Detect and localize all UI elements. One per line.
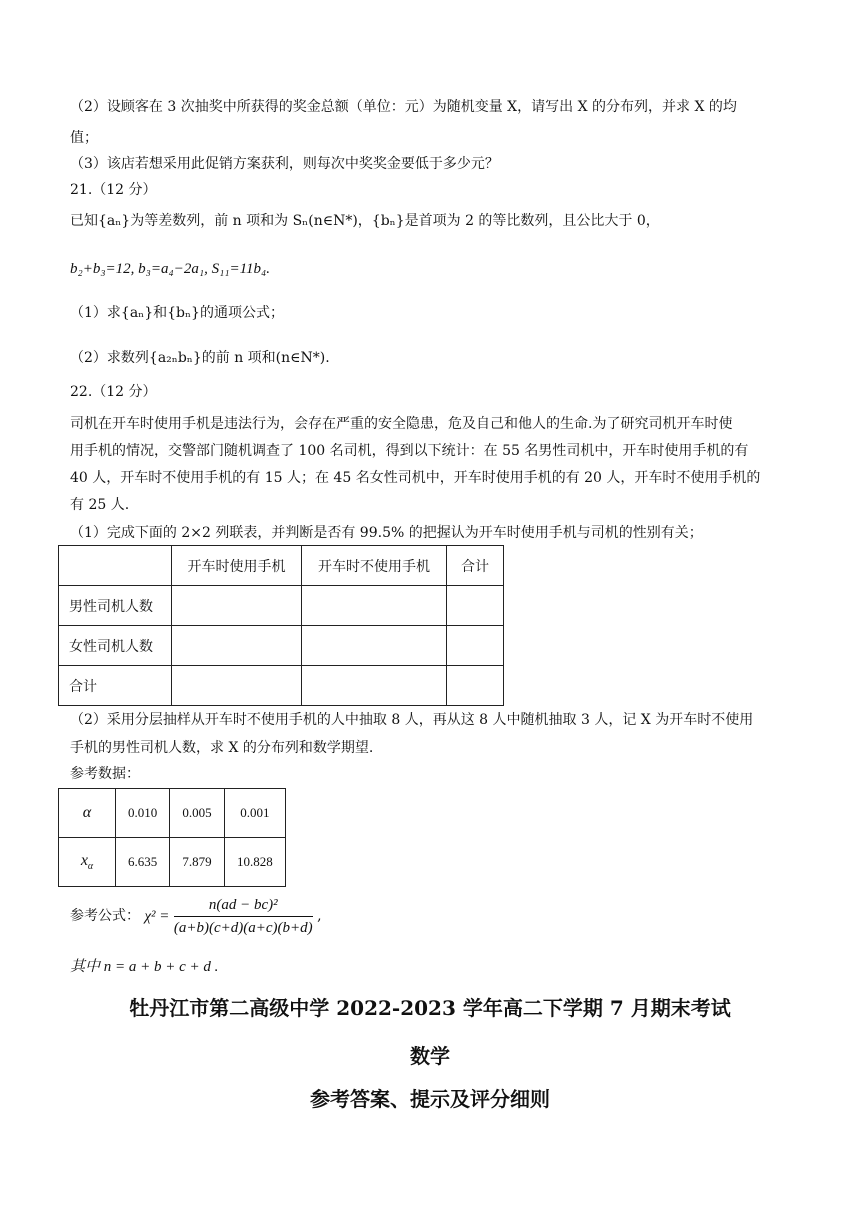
q21-part1: （1）求{aₙ}和{bₙ}的通项公式； (70, 305, 284, 321)
q22-part2-line2: 手机的男性司机人数，求 X 的分布列和数学期望. (70, 740, 374, 756)
q22-stem-line2: 用手机的情况，交警部门随机调查了 100 名司机，得到以下统计：在 55 名男性司机中，开车时使用手机的有 (70, 443, 749, 459)
alpha-label: α (59, 789, 116, 838)
table-row (59, 546, 504, 586)
table-row-label: 合计 (59, 666, 172, 706)
q22-part2-line1: （2）采用分层抽样从开车时不使用手机的人中抽取 8 人，再从这 8 人中随机抽取 3 人，记 X 为开车时不使用 (70, 712, 754, 728)
table-cell (447, 666, 504, 706)
table-header-cell: 开车时使用手机 (172, 546, 302, 586)
table-header-cell: 合计 (447, 546, 504, 586)
answers-title: 牡丹江市第二高级中学 2022-2023 学年高二下学期 7 月期末考试 (129, 996, 731, 1020)
q21-part2: （2）求数列{a₂ₙbₙ}的前 n 项和(n∈N*). (70, 350, 330, 366)
table-row (59, 789, 286, 838)
q20-part2-line2: 值； (70, 130, 98, 146)
table-cell: 0.001 (224, 789, 285, 838)
x-alpha-label: $x_\alpha$ (59, 838, 116, 887)
table-cell: 0.005 (170, 789, 224, 838)
answers-subtitle: 参考答案、提示及评分细则 (310, 1087, 550, 1111)
table-cell: 6.635 (116, 838, 170, 887)
table-row (59, 626, 504, 666)
table-row (59, 666, 504, 706)
table-cell (59, 546, 172, 586)
q22-stem-line1: 司机在开车时使用手机是违法行为，会存在严重的安全隐患，危及自己和他人的生命.为了研究司机开车时使 (70, 416, 733, 432)
formula-where: 其中 n = a + b + c + d . (70, 959, 219, 975)
table-cell: 0.010 (116, 789, 170, 838)
formula-numerator: n(ad − bc)² (174, 896, 313, 917)
table-cell (447, 586, 504, 626)
table-cell: 7.879 (170, 838, 224, 887)
q22-number: 22.（12 分） (70, 384, 157, 400)
table-row-label: 女性司机人数 (59, 626, 172, 666)
q21-conditions: b₂+b₃=12, b₃=a₄−2a₁, S₁₁=11b₄. (70, 261, 270, 277)
table-cell (302, 626, 447, 666)
table-cell (172, 666, 302, 706)
q22-stem-line3: 40 人，开车时不使用手机的有 15 人；在 45 名女性司机中，开车时使用手机的有 20 人，开车时不使用手机的 (70, 470, 761, 486)
q21-stem: 已知{aₙ}为等差数列，前 n 项和为 Sₙ(n∈N*)，{bₙ}是首项为 2 的等比数列，且公比大于 0， (70, 213, 660, 229)
formula-label: 参考公式： (70, 908, 140, 925)
q22-part1: （1）完成下面的 2×2 列联表，并判断是否有 99.5% 的把握认为开车时使用手机与司机的性别有关； (70, 525, 703, 541)
table-header-cell: 开车时不使用手机 (302, 546, 447, 586)
q20-part3: （3）该店若想采用此促销方案获利，则每次中奖奖金要低于多少元？ (70, 156, 499, 172)
reference-table (58, 788, 286, 887)
table-cell: 10.828 (224, 838, 285, 887)
table-cell (172, 586, 302, 626)
formula-denominator: (a+b)(c+d)(a+c)(b+d) (173, 920, 313, 936)
answers-subject: 数学 (410, 1044, 450, 1068)
q20-part2-line1: （2）设顾客在 3 次抽奖中所获得的奖金总额（单位：元）为随机变量 X，请写出 X 的分布列，并求 X 的均 (70, 99, 737, 115)
table-cell (302, 586, 447, 626)
table-cell (302, 666, 447, 706)
q21-number: 21.（12 分） (70, 182, 157, 198)
table-row-label: 男性司机人数 (59, 586, 172, 626)
formula-lhs: χ² = (144, 908, 170, 925)
formula-tail: , (317, 908, 322, 925)
contingency-table (58, 545, 504, 706)
q22-stem-line4: 有 25 人. (70, 497, 130, 513)
formula-fraction (174, 896, 313, 937)
table-row (59, 586, 504, 626)
table-row (59, 838, 286, 887)
reference-formula (70, 896, 322, 937)
reference-data-label: 参考数据： (70, 766, 140, 782)
table-cell (172, 626, 302, 666)
table-cell (447, 626, 504, 666)
